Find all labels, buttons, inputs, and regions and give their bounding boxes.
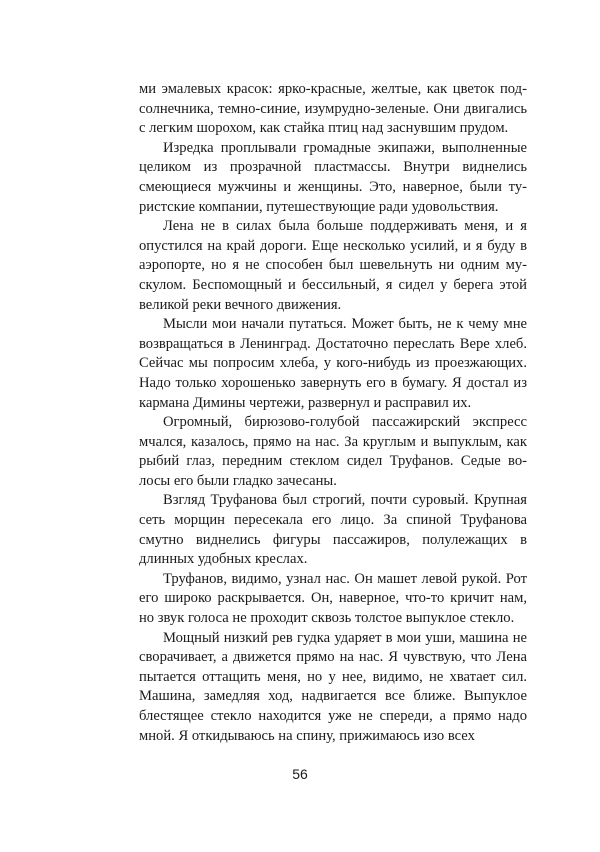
paragraph-8: Мощный низкий рев гудка ударяет в мои уши, машина не сворачивает, а движется прямо на нас. Я чувствую, что Лена пытается оттащить меня, но у нее, видимо, не хватает сил. Машина, замедляя ход, надвигается все ближе. Выпуклое блестящее стекло находится уже не спереди, а прямо надо мной. Я откидываюсь на спину, прижимаюсь изо всех xyxy=(139,629,527,744)
paragraph-2: Изредка проплывали громадные экипажи, выполненные целиком из прозрачной пластмассы. Внутри виднелись смеющиеся мужчины и женщины. Это, наверное, были туристские компании, путешествующие ради удовольствия. xyxy=(139,139,527,215)
page-number: 56 xyxy=(292,766,308,782)
paragraph-1: ми эмалевых красок: ярко-красные, желтые, как цветок подсолнечника, темно-синие, изумрудно-зеленые. Они двигались с легким шорохом, как стайка птиц над заснувшим прудом. xyxy=(139,81,527,137)
paragraph-6: Взгляд Труфанова был строгий, почти суровый. Крупная сеть морщин пересекала его лицо. За спиной Труфанова смутно виднелись фигуры пассажиров, полулежащих в длинных удобных креслах. xyxy=(139,492,527,568)
paragraph-5: Огромный, бирюзово-голубой пассажирский экспресс мчался, казалось, прямо на нас. За круглым и выпуклым, как рыбий глаз, передним стеклом сидел Труфанов. Седые волосы его были гладко зачесаны. xyxy=(139,414,527,489)
paragraph-3: Лена не в силах была больше поддерживать меня, и я опустился на край дороги. Еще несколько усилий, и я буду в аэропорте, но я не способен был шевельнуть ни одним мускулом. Беспомощный и бессильный, я сидел у берега этой великой реки вечного движения. xyxy=(139,218,527,313)
paragraph-7: Труфанов, видимо, узнал нас. Он машет левой рукой. Рот его широко раскрывается. Он, наверное, что-то кричит нам, но звук голоса не проходит сквозь толстое выпуклое стекло. xyxy=(139,570,527,627)
body-text xyxy=(139,80,527,746)
paragraph-4: Мысли мои начали путаться. Может быть, не к чему мне возвращаться в Ленинград. Достаточно переслать Вере хлеб. Сейчас мы попросим хлеба, у кого-нибудь из проезжающих. Надо только хорошенько завернуть его в бумагу. Я достал из кармана Димины чертежи, развернул и расправил их. xyxy=(139,316,527,411)
